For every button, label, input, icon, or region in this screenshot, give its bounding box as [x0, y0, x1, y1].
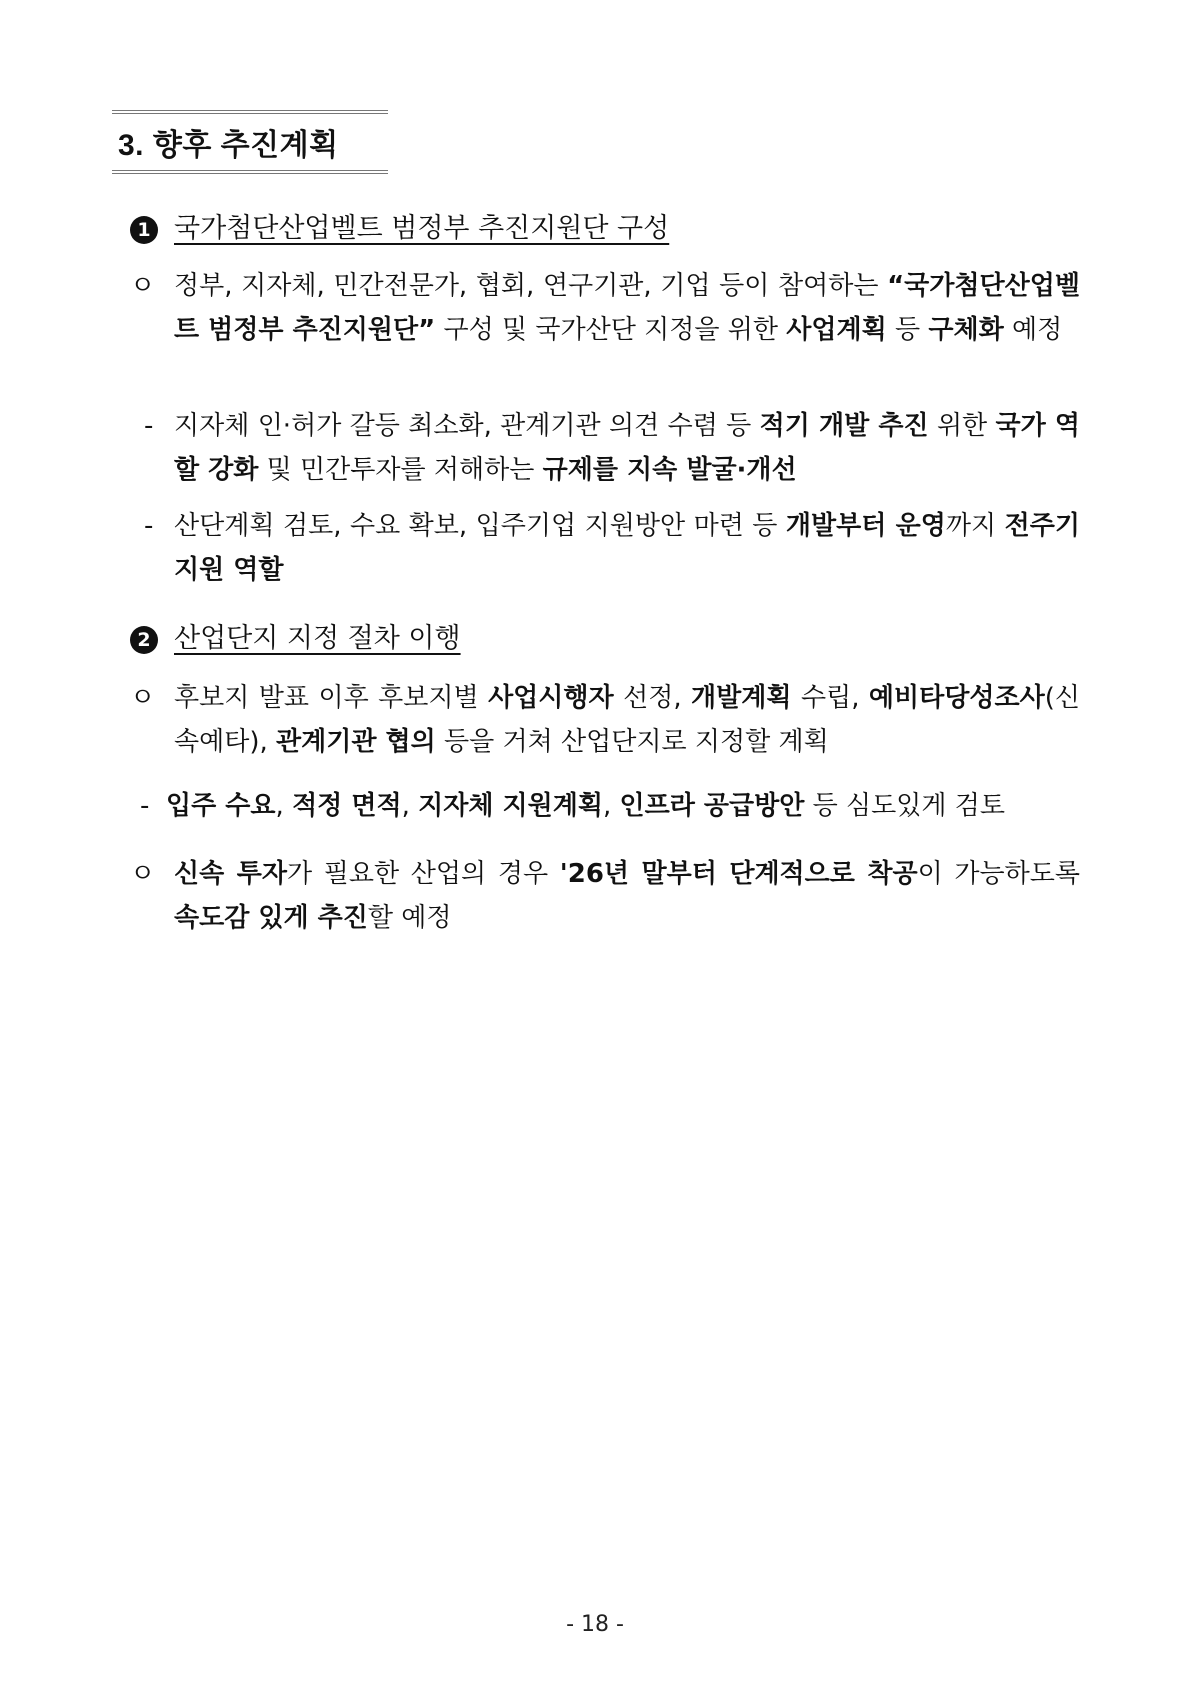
bold-run: 개발부터 운영 [785, 511, 946, 541]
text-run: , [275, 791, 293, 821]
bold-run: 지자체 지원계획 [418, 791, 603, 821]
dash-bullet: - [144, 411, 154, 441]
bold-run: 신속 투자 [174, 859, 287, 889]
subsection-title: 산업단지 지정 절차 이행 [174, 623, 461, 654]
text-run: 산단계획 검토, 수요 확보, 입주기업 지원방안 마련 등 [174, 511, 786, 541]
bold-run: 개발계획 [691, 683, 792, 713]
list-item [130, 404, 1080, 492]
paragraph [166, 784, 1080, 828]
dash-bullet: - [144, 511, 154, 541]
text-run: 등 [886, 315, 929, 345]
text-run: 이 가능하도록 [917, 859, 1081, 889]
bold-run: 규제를 지속 발굴·개선 [542, 455, 797, 485]
bold-run: 사업시행자 [488, 683, 614, 713]
text-run: 후보지 발표 이후 후보지별 [174, 683, 489, 713]
subsection-title: 국가첨단산업벨트 범정부 추진지원단 구성 [174, 213, 670, 244]
circle-bullet: ㅇ [130, 271, 156, 301]
bold-run: 인프라 공급방안 [619, 791, 805, 821]
bold-run: 사업계획 [786, 315, 887, 345]
text-run: 등 심도있게 검토 [804, 791, 1006, 821]
list-item [130, 264, 1080, 352]
bold-run: 전주기 지원 역할 [174, 511, 1080, 585]
bold-run: 입주 수요 [166, 791, 276, 821]
bold-run: 관계기관 협의 [276, 727, 436, 757]
list-item [130, 784, 1080, 828]
list-item [130, 504, 1080, 592]
circle-bullet: ㅇ [130, 683, 156, 713]
numbered-circle-icon: 1 [130, 216, 158, 244]
text-run: 구성 및 국가산단 지정을 위한 [435, 315, 787, 345]
text-run: 정부, 지자체, 민간전문가, 협회, 연구기관, 기업 등이 참여하는 [174, 271, 888, 301]
text-run: 위한 [928, 411, 996, 441]
dash-bullet: - [140, 791, 150, 821]
paragraph [174, 264, 1080, 352]
text-run: 수립, [791, 683, 869, 713]
text-run: 및 민간투자를 저해하는 [258, 455, 543, 485]
paragraph [174, 404, 1080, 492]
bold-run: 국가 역할 강화 [174, 411, 1081, 485]
text-run: 까지 [945, 511, 1005, 541]
subsection-heading-2 [130, 616, 461, 655]
bold-run: 구체화 [928, 315, 1004, 345]
section-title: 3. 향후 추진계획 [118, 129, 339, 162]
text-run: , [603, 791, 620, 821]
bold-run: “국가첨단산업벨트 범정부 추진지원단” [174, 271, 1080, 345]
text-run: 가 필요한 산업의 경우 [286, 859, 560, 889]
text-run: , [401, 791, 419, 821]
section-heading [112, 110, 388, 174]
text-run: 예정 [1003, 315, 1063, 345]
text-run: 지자체 인·허가 갈등 최소화, 관계기관 의견 수렴 등 [174, 411, 760, 441]
bold-run: '26년 말부터 단계적으로 착공 [559, 859, 918, 889]
bold-run: 적기 개발 추진 [759, 411, 929, 441]
text-run: 할 예정 [367, 903, 452, 933]
bold-run: 예비타당성조사 [868, 683, 1045, 713]
page-number: - 18 - [566, 1612, 624, 1637]
text-run: 등을 거쳐 산업단지로 지정할 계획 [435, 727, 829, 757]
numbered-circle-icon: 2 [130, 626, 158, 654]
text-run: (신속예타), [174, 683, 1080, 757]
bold-run: 적정 면적 [292, 791, 402, 821]
circle-bullet: ㅇ [130, 859, 156, 889]
paragraph [174, 852, 1080, 940]
bold-run: 속도감 있게 추진 [174, 903, 368, 933]
list-item [130, 852, 1080, 940]
list-item [130, 676, 1080, 764]
subsection-heading-1 [130, 206, 669, 245]
text-run: 선정, [613, 683, 692, 713]
paragraph [174, 676, 1080, 764]
paragraph [174, 504, 1080, 592]
